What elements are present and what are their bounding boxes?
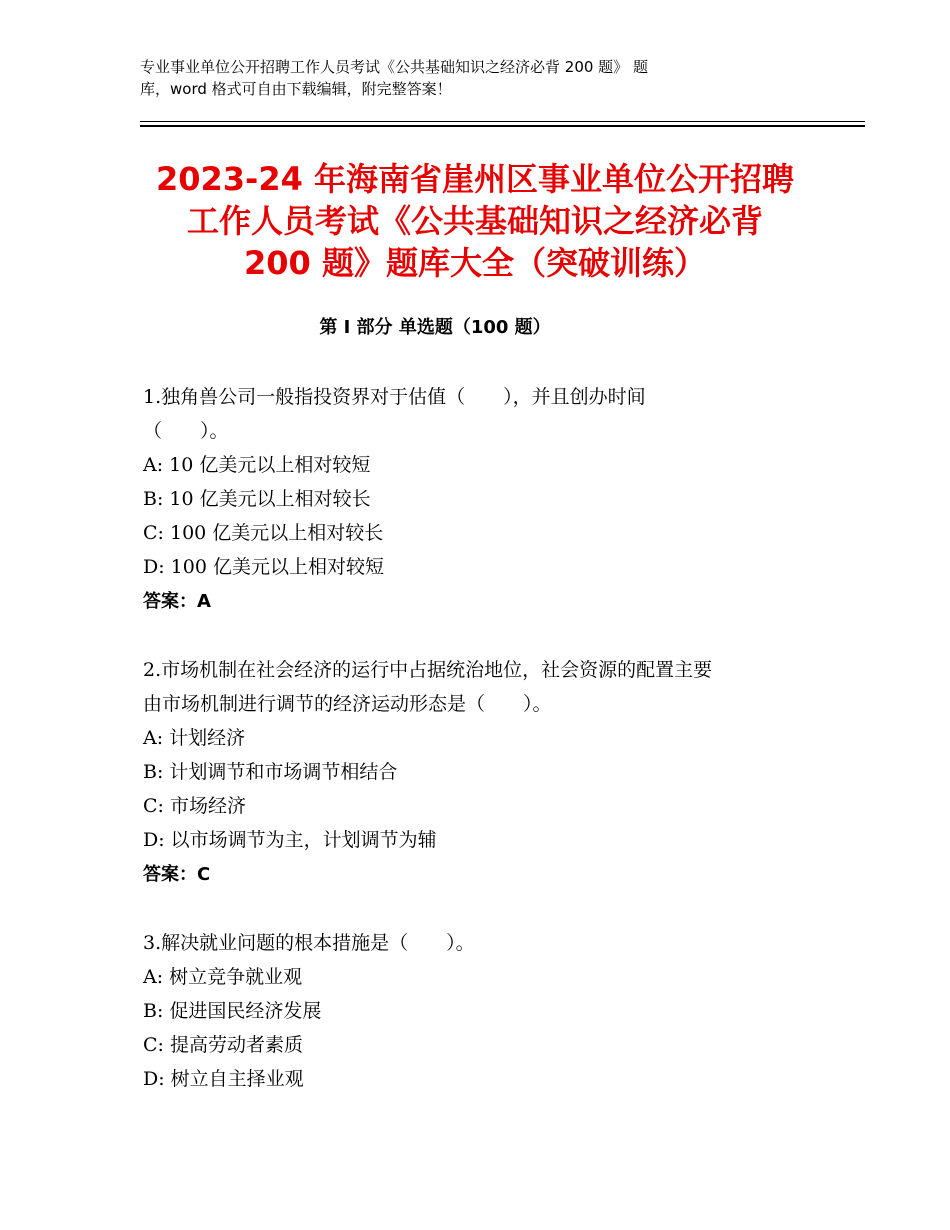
question-1-option-b: B: 10 亿美元以上相对较长 bbox=[143, 488, 371, 510]
question-3-stem-line1: 3.解决就业问题的根本措施是（ ）。 bbox=[143, 932, 475, 954]
question-2-stem-line2: 由市场机制进行调节的经济运动形态是（ ）。 bbox=[143, 693, 552, 715]
question-1-stem-line1: 1.独角兽公司一般指投资界对于估值（ ），并且创办时间 bbox=[143, 386, 646, 408]
question-2-option-d: D: 以市场调节为主，计划调节为辅 bbox=[143, 829, 437, 851]
question-3-option-b: B: 促进国民经济发展 bbox=[143, 1000, 322, 1022]
question-1-stem-line2: （ ）。 bbox=[143, 420, 229, 442]
question-2-option-a: A: 计划经济 bbox=[143, 727, 246, 749]
document-title-line2: 工作人员考试《公共基础知识之经济必背 bbox=[186, 202, 763, 240]
header-note-line1: 专业事业单位公开招聘工作人员考试《公共基础知识之经济必背 200 题》 题 bbox=[140, 58, 648, 76]
question-3-option-c: C: 提高劳动者素质 bbox=[143, 1034, 303, 1056]
document-title bbox=[120, 158, 830, 284]
header-divider-thick bbox=[140, 125, 865, 127]
question-2-option-c: C: 市场经济 bbox=[143, 795, 246, 817]
question-1-option-d: D: 100 亿美元以上相对较短 bbox=[143, 556, 384, 578]
question-1-option-a: A: 10 亿美元以上相对较短 bbox=[143, 454, 371, 476]
document-title-line3: 200 题》题库大全（突破训练） bbox=[244, 244, 706, 282]
header-note bbox=[140, 56, 800, 100]
document-title-line1: 2023-24 年海南省崖州区事业单位公开招聘 bbox=[155, 160, 795, 198]
question-1-answer: 答案：A bbox=[143, 591, 211, 612]
question-2-stem-line1: 2.市场机制在社会经济的运行中占据统治地位，社会资源的配置主要 bbox=[143, 659, 713, 681]
section-heading: 第 I 部分 单选题（100 题） bbox=[319, 317, 551, 338]
question-2-answer: 答案：C bbox=[143, 864, 211, 885]
question-3-option-a: A: 树立竞争就业观 bbox=[143, 966, 303, 988]
question-3-option-d: D: 树立自主择业观 bbox=[143, 1068, 304, 1090]
question-2-option-b: B: 计划调节和市场调节相结合 bbox=[143, 761, 398, 783]
header-note-line2: 库，word 格式可自由下载编辑，附完整答案！ bbox=[140, 80, 452, 98]
question-1-option-c: C: 100 亿美元以上相对较长 bbox=[143, 522, 384, 544]
header-divider-thin bbox=[140, 121, 865, 122]
